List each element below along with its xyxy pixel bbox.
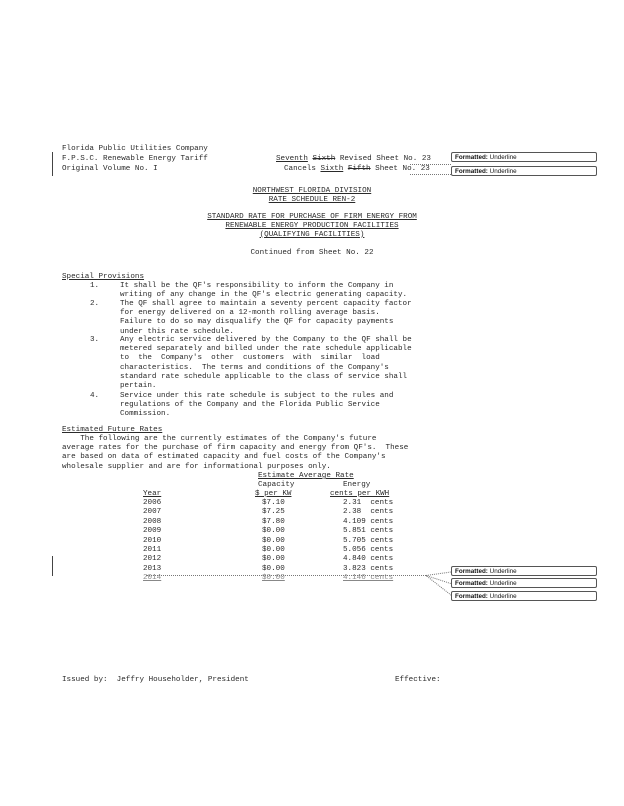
rate-row-year: 2011 [143, 546, 162, 554]
rate-row-energy: 5.056 cents [343, 546, 394, 554]
rate-row-year: 2010 [143, 536, 162, 545]
rate-row-capacity: $0.00 [262, 546, 285, 554]
tariff-name: F.P.S.C. Renewable Energy Tariff [62, 155, 208, 163]
rate-row-energy: 3.823 cents [343, 564, 394, 573]
rate-row-year: 2012 [143, 555, 162, 564]
rate-table-title: Estimate Average Rate [258, 472, 354, 480]
provision-3-num: 3. [90, 336, 100, 344]
rate-title-line-1: STANDARD RATE FOR PURCHASE OF FIRM ENERGY FROM [207, 213, 417, 221]
comment-connector-1 [410, 164, 451, 165]
rate-row-energy: 2.38 cents [343, 508, 394, 517]
issued-by: Issued by: Jeffry Householder, President [62, 676, 249, 684]
rate-row-capacity: $7.80 [262, 517, 285, 526]
provision-1-text: It shall be the QF's responsibility to inform the Company in writing of any change in the QF's electric generating capacity. [120, 282, 408, 300]
effective-label: Effective: [395, 676, 441, 684]
rate-row-capacity: $0.00 [262, 536, 285, 545]
continued-note: Continued from Sheet No. 22 [250, 249, 374, 257]
rate-row-capacity: $0.00 [262, 555, 285, 564]
rate-row-energy: 5.851 cents [343, 527, 394, 536]
rate-row-energy: 5.705 cents [343, 536, 394, 545]
provision-2-num: 2. [90, 300, 100, 308]
rate-row-year: 2013 [143, 564, 162, 573]
estimated-rates-heading: Estimated Future Rates [62, 426, 163, 434]
comment-balloon-5[interactable]: Formatted: Underline [451, 591, 597, 601]
comment-connector-3 [146, 575, 426, 576]
comment-balloon-1[interactable]: Formatted: Underline [451, 152, 597, 162]
comment-connector-2 [410, 174, 451, 175]
rate-row-year: 2009 [143, 527, 162, 536]
cancels-rest: Sheet No. 23 [370, 165, 430, 173]
provision-2-text: The QF shall agree to maintain a seventy percent capacity factor for energy delivered on a 12-month rolling average basis. Failure to do so may disqualify the QF for capacity payments under this rate schedule. [120, 300, 412, 336]
rate-title-line-3: (QUALIFYING FACILITIES) [259, 231, 365, 239]
estimated-rates-paragraph: The following are the currently estimates of the Company's future average rates for the purchase of firm capacity and energy from QF's. These are based on data of estimated capacity and fuel costs of the Company's wholesale supplier and are for informational purposes only. [62, 435, 409, 471]
rate-row-year: 2007 [143, 508, 162, 517]
change-bar-header [52, 152, 53, 176]
comment-balloon-4[interactable]: Formatted: Underline [451, 578, 597, 588]
change-bar-table [52, 556, 53, 576]
rate-row-capacity: $0.00 [262, 574, 285, 583]
revised-rest: Revised Sheet No. 23 [335, 155, 431, 163]
comment-balloon-3[interactable]: Formatted: Underline [451, 566, 597, 576]
provision-4-text: Service under this rate schedule is subject to the rules and regulations of the Company and the Florida Public Service Commission. [120, 392, 394, 419]
col-year: Year [143, 490, 162, 498]
rate-row-capacity: $0.00 [262, 564, 285, 573]
special-provisions-heading: Special Provisions [62, 273, 145, 281]
rate-row-year: 2014 [143, 574, 162, 583]
rate-title-line-2: RENEWABLE ENERGY PRODUCTION FACILITIES [225, 222, 399, 230]
rate-row-energy: 4.146 cents [343, 574, 394, 583]
provision-3-text: Any electric service delivered by the Company to the QF shall be metered separately and billed under the rate schedule applicable to the Company's other customers with similar load characteristics. The terms and conditions of the Company's standard rate schedule applicable to the class of service shall pertain. [120, 336, 412, 391]
rate-row-year: 2008 [143, 517, 162, 526]
volume-label: Original Volume No. I [62, 165, 158, 173]
company-name: Florida Public Utilities Company [62, 145, 208, 153]
rate-row-year: 2006 [143, 499, 162, 507]
cancels-old-word: Fifth [347, 165, 371, 173]
col-energy-bottom: cents per KWH [330, 490, 390, 498]
cancels-new-word: Sixth [320, 165, 344, 173]
provision-4-num: 4. [90, 392, 100, 400]
division-title: NORTHWEST FLORIDA DIVISION [252, 187, 372, 195]
col-energy-top: Energy [343, 481, 371, 489]
cancels-sheet-line [284, 165, 430, 174]
cancels-prefix: Cancels [284, 165, 321, 173]
col-capacity-bottom: $ per KW [255, 490, 292, 498]
revised-old-word: Sixth [312, 155, 336, 163]
rate-row-energy: 2.31 cents [343, 499, 394, 507]
rate-row-energy: 4.840 cents [343, 555, 394, 564]
rate-row-capacity: $7.25 [262, 508, 285, 517]
provision-1-num: 1. [90, 282, 100, 290]
rate-row-energy: 4.109 cents [343, 517, 394, 526]
rate-row-capacity: $0.00 [262, 527, 285, 536]
rate-row-capacity: $7.10 [262, 499, 285, 507]
comment-balloon-2[interactable]: Formatted: Underline [451, 166, 597, 176]
revised-new-word: Seventh [276, 155, 308, 163]
revised-sheet-line [276, 155, 431, 164]
schedule-title: RATE SCHEDULE REN-2 [268, 196, 356, 204]
col-capacity-top: Capacity [258, 481, 295, 489]
